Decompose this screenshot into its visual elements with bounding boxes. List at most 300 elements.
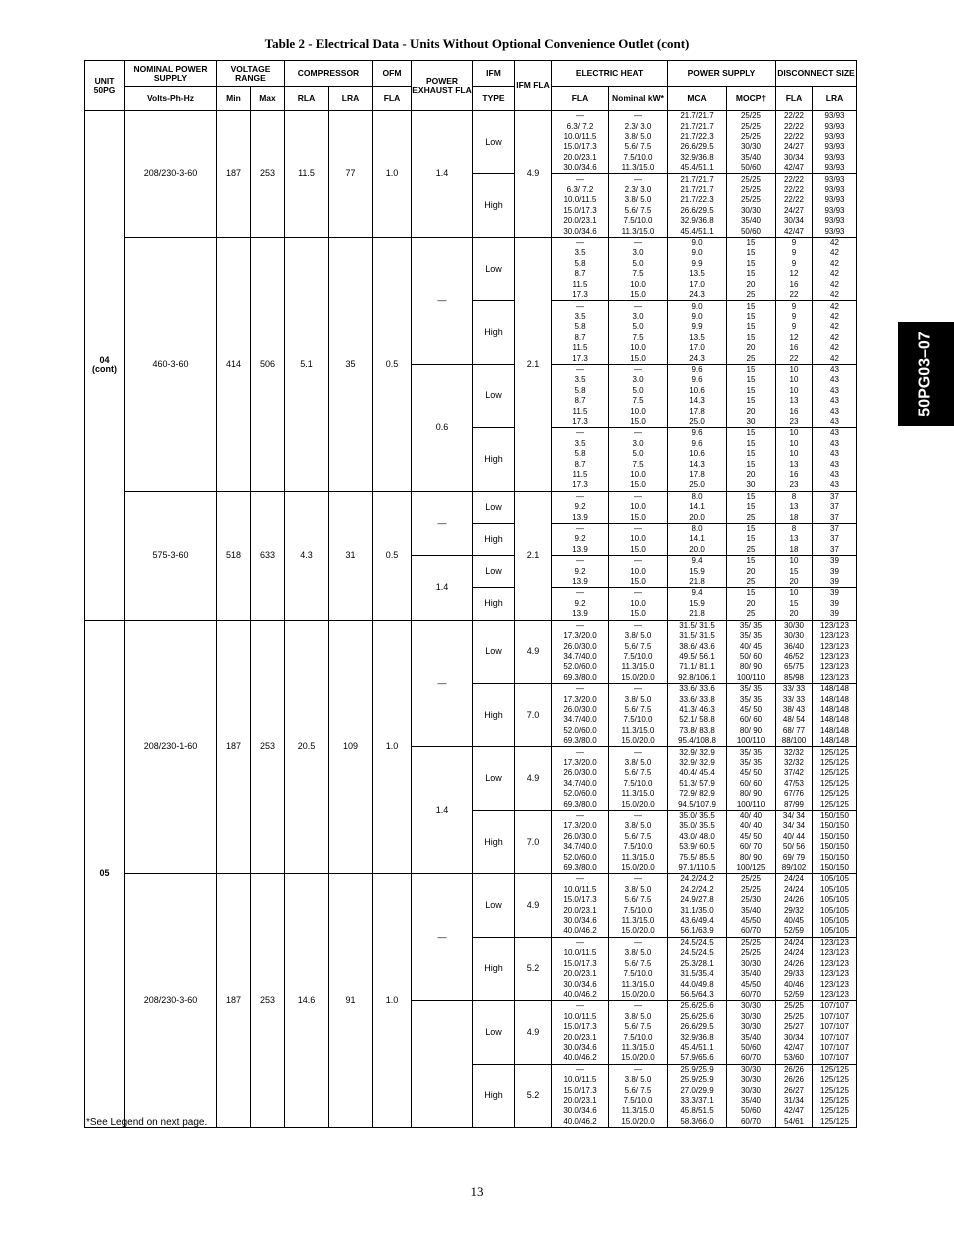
dc-fla-cell: 26/26	[776, 1064, 813, 1075]
ifm-fla-cell: 4.9	[515, 1001, 552, 1064]
eh-fla-cell: —	[552, 491, 609, 502]
eh-kw-cell: 15.0/20.0	[609, 990, 668, 1001]
ifm-fla-cell: 7.0	[515, 810, 552, 873]
header-ifm: IFM	[473, 61, 515, 87]
eh-kw-cell: 7.5/10.0	[609, 779, 668, 789]
dc-lra-cell: 43	[813, 449, 857, 459]
dc-lra-cell: 123/123	[813, 969, 857, 979]
dc-fla-cell: 16	[776, 470, 813, 480]
dc-lra-cell: 93/93	[813, 185, 857, 195]
dc-fla-cell: 34/ 34	[776, 821, 813, 831]
mocp-cell: 15	[727, 259, 776, 269]
eh-kw-cell: 3.8/ 5.0	[609, 821, 668, 831]
lra-cell: 77	[329, 111, 373, 238]
dc-lra-cell: 123/123	[813, 979, 857, 989]
mca-cell: 32.9/ 32.9	[668, 747, 727, 758]
dc-lra-cell: 43	[813, 459, 857, 469]
eh-kw-cell: 11.3/15.0	[609, 1106, 668, 1116]
mca-cell: 21.7/22.3	[668, 195, 727, 205]
dc-fla-cell: 9	[776, 248, 813, 258]
mca-cell: 24.3	[668, 353, 727, 364]
dc-fla-cell: 68/ 77	[776, 726, 813, 736]
dc-lra-cell: 148/148	[813, 694, 857, 704]
mocp-cell: 15	[727, 534, 776, 544]
mocp-cell: 15	[727, 237, 776, 248]
eh-kw-cell: 11.3/15.0	[609, 1043, 668, 1053]
table-row	[85, 620, 857, 631]
mca-cell: 17.0	[668, 343, 727, 353]
eh-kw-cell: 3.0	[609, 312, 668, 322]
dc-fla-cell: 38/ 43	[776, 705, 813, 715]
dc-fla-cell: 10	[776, 556, 813, 567]
mocp-cell: 80/ 90	[727, 662, 776, 672]
mocp-cell: 15	[727, 375, 776, 385]
mocp-cell: 100/110	[727, 799, 776, 810]
mocp-cell: 100/125	[727, 863, 776, 874]
mca-cell: 73.8/ 83.8	[668, 726, 727, 736]
mca-cell: 9.0	[668, 237, 727, 248]
dc-fla-cell: 16	[776, 280, 813, 290]
eh-fla-cell: 34.7/40.0	[552, 779, 609, 789]
power-exhaust-cell: —	[412, 620, 473, 747]
dc-fla-cell: 47/53	[776, 779, 813, 789]
eh-fla-cell: 69.3/80.0	[552, 799, 609, 810]
eh-fla-cell: 30.0/34.6	[552, 979, 609, 989]
dc-fla-cell: 88/100	[776, 736, 813, 747]
dc-fla-cell: 10	[776, 428, 813, 439]
mca-cell: 14.3	[668, 459, 727, 469]
volts-cell: 460-3-60	[125, 237, 217, 491]
ifm-type-cell: High	[473, 523, 515, 555]
eh-fla-cell: 15.0/17.3	[552, 895, 609, 905]
eh-kw-cell: 15.0	[609, 290, 668, 301]
eh-fla-cell: 8.7	[552, 333, 609, 343]
eh-kw-cell: 3.0	[609, 248, 668, 258]
dc-fla-cell: 13	[776, 502, 813, 512]
eh-fla-cell: 17.3/20.0	[552, 758, 609, 768]
mocp-cell: 20	[727, 599, 776, 609]
dc-fla-cell: 13	[776, 396, 813, 406]
mca-cell: 45.4/51.1	[668, 1043, 727, 1053]
header-mocp: MOCP†	[727, 87, 776, 111]
dc-lra-cell: 123/123	[813, 652, 857, 662]
eh-kw-cell: —	[609, 237, 668, 248]
eh-kw-cell: 15.0/20.0	[609, 926, 668, 937]
eh-fla-cell: 17.3	[552, 417, 609, 428]
dc-fla-cell: 9	[776, 259, 813, 269]
mca-cell: 13.5	[668, 269, 727, 279]
mca-cell: 24.5/24.5	[668, 937, 727, 948]
eh-kw-cell: —	[609, 111, 668, 122]
eh-kw-cell: 7.5	[609, 269, 668, 279]
mca-cell: 21.8	[668, 577, 727, 588]
eh-fla-cell: 10.0/11.5	[552, 1075, 609, 1085]
mocp-cell: 60/ 60	[727, 715, 776, 725]
mca-cell: 49.5/ 56.1	[668, 652, 727, 662]
mocp-cell: 35/ 35	[727, 694, 776, 704]
mca-cell: 92.8/106.1	[668, 673, 727, 684]
mocp-cell: 15	[727, 449, 776, 459]
power-exhaust-cell: 1.4	[412, 556, 473, 620]
dc-fla-cell: 26/26	[776, 1075, 813, 1085]
eh-fla-cell: —	[552, 364, 609, 375]
dc-lra-cell: 42	[813, 312, 857, 322]
eh-kw-cell: 11.3/15.0	[609, 163, 668, 174]
mca-cell: 33.6/ 33.6	[668, 683, 727, 694]
mca-cell: 45.4/51.1	[668, 226, 727, 237]
eh-kw-cell: 3.8/ 5.0	[609, 1012, 668, 1022]
dc-lra-cell: 105/105	[813, 874, 857, 885]
mocp-cell: 80/ 90	[727, 789, 776, 799]
mocp-cell: 40/ 40	[727, 821, 776, 831]
dc-lra-cell: 125/125	[813, 789, 857, 799]
dc-fla-cell: 22/22	[776, 195, 813, 205]
eh-kw-cell: —	[609, 747, 668, 758]
mca-cell: 20.0	[668, 545, 727, 556]
dc-fla-cell: 50/ 56	[776, 842, 813, 852]
dc-fla-cell: 18	[776, 545, 813, 556]
eh-kw-cell: 10.0	[609, 406, 668, 416]
mocp-cell: 40/ 40	[727, 810, 776, 821]
mocp-cell: 20	[727, 406, 776, 416]
dc-fla-cell: 24/24	[776, 874, 813, 885]
table-title: Table 2 - Electrical Data - Units Without Optional Convenience Outlet (cont)	[264, 36, 690, 51]
eh-fla-cell: 17.3	[552, 480, 609, 491]
dc-lra-cell: 150/150	[813, 810, 857, 821]
dc-fla-cell: 33/ 33	[776, 683, 813, 694]
dc-lra-cell: 107/107	[813, 1053, 857, 1064]
dc-lra-cell: 37	[813, 491, 857, 502]
dc-fla-cell: 30/34	[776, 153, 813, 163]
eh-kw-cell: 15.0/20.0	[609, 1053, 668, 1064]
mocp-cell: 20	[727, 566, 776, 576]
min-cell: 187	[217, 874, 251, 1128]
mca-cell: 25.3/28.1	[668, 959, 727, 969]
dc-fla-cell: 22	[776, 353, 813, 364]
mca-cell: 10.6	[668, 449, 727, 459]
dc-fla-cell: 52/59	[776, 926, 813, 937]
eh-fla-cell: 5.8	[552, 259, 609, 269]
eh-kw-cell: 3.8/ 5.0	[609, 1075, 668, 1085]
dc-lra-cell: 125/125	[813, 1064, 857, 1075]
mocp-cell: 15	[727, 428, 776, 439]
dc-fla-cell: 9	[776, 301, 813, 312]
power-exhaust-cell: —	[412, 491, 473, 555]
mocp-cell: 60/70	[727, 926, 776, 937]
mca-cell: 24.5/24.5	[668, 948, 727, 958]
eh-kw-cell: 7.5/10.0	[609, 652, 668, 662]
header-ofm: OFM	[373, 61, 412, 87]
dc-fla-cell: 30/30	[776, 620, 813, 631]
dc-fla-cell: 10	[776, 449, 813, 459]
mca-cell: 45.8/51.5	[668, 1106, 727, 1116]
ifm-type-cell: High	[473, 588, 515, 620]
eh-fla-cell: 20.0/23.1	[552, 969, 609, 979]
mca-cell: 43.0/ 48.0	[668, 832, 727, 842]
dc-lra-cell: 93/93	[813, 216, 857, 226]
ifm-fla-cell: 5.2	[515, 937, 552, 1000]
ifm-fla-cell: 2.1	[515, 491, 552, 620]
eh-fla-cell: 20.0/23.1	[552, 1096, 609, 1106]
mca-cell: 21.7/21.7	[668, 111, 727, 122]
eh-fla-cell: 8.7	[552, 459, 609, 469]
dc-fla-cell: 42/47	[776, 1106, 813, 1116]
min-cell: 187	[217, 111, 251, 238]
dc-lra-cell: 42	[813, 280, 857, 290]
max-cell: 506	[251, 237, 285, 491]
table-row	[85, 874, 857, 885]
mca-cell: 72.9/ 82.9	[668, 789, 727, 799]
eh-kw-cell: 7.5/10.0	[609, 1096, 668, 1106]
dc-fla-cell: 20	[776, 577, 813, 588]
ifm-type-cell: High	[473, 1064, 515, 1127]
mca-cell: 8.0	[668, 491, 727, 502]
dc-lra-cell: 123/123	[813, 948, 857, 958]
dc-lra-cell: 93/93	[813, 174, 857, 185]
lra-cell: 31	[329, 491, 373, 620]
table-row	[85, 491, 857, 502]
header-voltage-range: VOLTAGE RANGE	[217, 61, 285, 87]
header-eh-kw: Nominal kW*	[609, 87, 668, 111]
eh-kw-cell: —	[609, 620, 668, 631]
header-volts: Volts-Ph-Hz	[125, 87, 217, 111]
dc-lra-cell: 150/150	[813, 842, 857, 852]
dc-fla-cell: 22/22	[776, 185, 813, 195]
mocp-cell: 25/25	[727, 937, 776, 948]
mocp-cell: 30	[727, 480, 776, 491]
mocp-cell: 35/40	[727, 1096, 776, 1106]
eh-fla-cell: —	[552, 937, 609, 948]
dc-fla-cell: 9	[776, 237, 813, 248]
eh-fla-cell: 3.5	[552, 439, 609, 449]
eh-kw-cell: 11.3/15.0	[609, 226, 668, 237]
mocp-cell: 45/50	[727, 979, 776, 989]
dc-lra-cell: 42	[813, 269, 857, 279]
ifm-type-cell: Low	[473, 237, 515, 300]
eh-kw-cell: 10.0	[609, 534, 668, 544]
mca-cell: 71.1/ 81.1	[668, 662, 727, 672]
eh-kw-cell: —	[609, 588, 668, 599]
header-lra: LRA	[329, 87, 373, 111]
mca-cell: 17.8	[668, 406, 727, 416]
mca-cell: 9.9	[668, 259, 727, 269]
mocp-cell: 30/30	[727, 206, 776, 216]
dc-fla-cell: 23	[776, 417, 813, 428]
mca-cell: 9.0	[668, 301, 727, 312]
dc-fla-cell: 23	[776, 480, 813, 491]
mca-cell: 21.7/21.7	[668, 174, 727, 185]
max-cell: 253	[251, 874, 285, 1128]
mocp-cell: 30/30	[727, 1064, 776, 1075]
mocp-cell: 25	[727, 609, 776, 620]
dc-fla-cell: 40/ 44	[776, 832, 813, 842]
dc-lra-cell: 39	[813, 556, 857, 567]
mca-cell: 38.6/ 43.6	[668, 641, 727, 651]
dc-lra-cell: 42	[813, 248, 857, 258]
mca-cell: 33.6/ 33.8	[668, 694, 727, 704]
eh-fla-cell: 26.0/30.0	[552, 705, 609, 715]
eh-kw-cell: 15.0/20.0	[609, 863, 668, 874]
dc-fla-cell: 10	[776, 375, 813, 385]
dc-lra-cell: 43	[813, 386, 857, 396]
eh-fla-cell: 40.0/46.2	[552, 1117, 609, 1128]
power-exhaust-cell: 0.6	[412, 364, 473, 491]
eh-kw-cell: 15.0	[609, 609, 668, 620]
eh-fla-cell: 3.5	[552, 375, 609, 385]
dc-fla-cell: 69/ 79	[776, 852, 813, 862]
dc-lra-cell: 123/123	[813, 673, 857, 684]
mca-cell: 75.5/ 85.5	[668, 852, 727, 862]
dc-lra-cell: 42	[813, 290, 857, 301]
mca-cell: 24.3	[668, 290, 727, 301]
power-exhaust-cell: —	[412, 874, 473, 1001]
eh-kw-cell: 10.0	[609, 502, 668, 512]
mocp-cell: 15	[727, 491, 776, 502]
ofm-cell: 0.5	[373, 491, 412, 620]
header-unit: UNIT 50PG	[85, 61, 125, 111]
eh-kw-cell: 11.3/15.0	[609, 852, 668, 862]
mca-cell: 31.5/35.4	[668, 969, 727, 979]
header-dc-fla: FLA	[776, 87, 813, 111]
mocp-cell: 25	[727, 512, 776, 523]
mca-cell: 15.9	[668, 566, 727, 576]
mca-cell: 21.8	[668, 609, 727, 620]
eh-fla-cell: —	[552, 1001, 609, 1012]
eh-fla-cell: —	[552, 301, 609, 312]
mca-cell: 25.9/25.9	[668, 1064, 727, 1075]
mocp-cell: 15	[727, 364, 776, 375]
mocp-cell: 45/50	[727, 916, 776, 926]
dc-fla-cell: 9	[776, 312, 813, 322]
eh-fla-cell: 34.7/40.0	[552, 842, 609, 852]
mca-cell: 32.9/ 32.9	[668, 758, 727, 768]
mocp-cell: 20	[727, 280, 776, 290]
mca-cell: 9.4	[668, 556, 727, 567]
dc-fla-cell: 52/59	[776, 990, 813, 1001]
eh-kw-cell: —	[609, 523, 668, 534]
eh-kw-cell: —	[609, 1064, 668, 1075]
eh-fla-cell: 30.0/34.6	[552, 226, 609, 237]
dc-fla-cell: 30/30	[776, 631, 813, 641]
dc-fla-cell: 22	[776, 290, 813, 301]
ifm-type-cell: Low	[473, 620, 515, 683]
eh-fla-cell: 20.0/23.1	[552, 1032, 609, 1042]
mca-cell: 58.3/66.0	[668, 1117, 727, 1128]
eh-kw-cell: 5.6/ 7.5	[609, 832, 668, 842]
header-nominal: NOMINAL POWER SUPPLY	[125, 61, 217, 87]
electrical-data-table	[84, 60, 857, 1128]
dc-fla-cell: 40/46	[776, 979, 813, 989]
mocp-cell: 80/ 90	[727, 852, 776, 862]
dc-fla-cell: 10	[776, 364, 813, 375]
dc-fla-cell: 24/24	[776, 937, 813, 948]
eh-fla-cell: 30.0/34.6	[552, 1106, 609, 1116]
dc-lra-cell: 107/107	[813, 1012, 857, 1022]
eh-kw-cell: 15.0/20.0	[609, 799, 668, 810]
dc-fla-cell: 54/61	[776, 1117, 813, 1128]
mocp-cell: 30/30	[727, 1022, 776, 1032]
dc-lra-cell: 43	[813, 470, 857, 480]
dc-fla-cell: 20	[776, 609, 813, 620]
rla-cell: 11.5	[285, 111, 329, 238]
eh-fla-cell: 15.0/17.3	[552, 1085, 609, 1095]
ifm-type-cell: Low	[473, 747, 515, 810]
mca-cell: 51.3/ 57.9	[668, 779, 727, 789]
dc-lra-cell: 148/148	[813, 736, 857, 747]
ifm-type-cell: Low	[473, 364, 515, 427]
dc-fla-cell: 33/ 33	[776, 694, 813, 704]
eh-fla-cell: 10.0/11.5	[552, 885, 609, 895]
eh-kw-cell: 3.8/ 5.0	[609, 631, 668, 641]
mocp-cell: 25/25	[727, 132, 776, 142]
eh-fla-cell: —	[552, 556, 609, 567]
dc-lra-cell: 43	[813, 480, 857, 491]
eh-kw-cell: 3.8/ 5.0	[609, 195, 668, 205]
header-power-exhaust: POWER EXHAUST FLA	[412, 61, 473, 111]
lra-cell: 91	[329, 874, 373, 1128]
eh-fla-cell: —	[552, 111, 609, 122]
dc-lra-cell: 93/93	[813, 226, 857, 237]
eh-fla-cell: 34.7/40.0	[552, 715, 609, 725]
ifm-type-cell: Low	[473, 111, 515, 174]
eh-kw-cell: —	[609, 874, 668, 885]
mocp-cell: 15	[727, 269, 776, 279]
mca-cell: 8.0	[668, 523, 727, 534]
eh-kw-cell: —	[609, 491, 668, 502]
dc-lra-cell: 93/93	[813, 132, 857, 142]
eh-kw-cell: 10.0	[609, 566, 668, 576]
side-tab	[898, 322, 954, 426]
dc-lra-cell: 123/123	[813, 937, 857, 948]
eh-kw-cell: —	[609, 1001, 668, 1012]
ofm-cell: 1.0	[373, 111, 412, 238]
eh-fla-cell: 3.5	[552, 312, 609, 322]
eh-fla-cell: 10.0/11.5	[552, 948, 609, 958]
ifm-fla-cell: 4.9	[515, 111, 552, 238]
dc-lra-cell: 37	[813, 502, 857, 512]
volts-cell: 208/230-1-60	[125, 620, 217, 874]
dc-fla-cell: 22/22	[776, 174, 813, 185]
mocp-cell: 15	[727, 396, 776, 406]
eh-kw-cell: 3.8/ 5.0	[609, 758, 668, 768]
header-max: Max	[251, 87, 285, 111]
eh-fla-cell: 6.3/ 7.2	[552, 121, 609, 131]
mca-cell: 32.9/36.8	[668, 1032, 727, 1042]
dc-fla-cell: 24/24	[776, 948, 813, 958]
mocp-cell: 35/ 35	[727, 747, 776, 758]
dc-fla-cell: 18	[776, 512, 813, 523]
dc-lra-cell: 43	[813, 375, 857, 385]
ifm-type-cell: High	[473, 301, 515, 364]
dc-fla-cell: 36/40	[776, 641, 813, 651]
eh-kw-cell: 15.0/20.0	[609, 736, 668, 747]
dc-lra-cell: 93/93	[813, 206, 857, 216]
header-disconnect: DISCONNECT SIZE	[776, 61, 857, 87]
dc-fla-cell: 42/47	[776, 1043, 813, 1053]
eh-fla-cell: 20.0/23.1	[552, 905, 609, 915]
eh-kw-cell: 10.0	[609, 280, 668, 290]
mca-cell: 20.0	[668, 512, 727, 523]
mocp-cell: 20	[727, 470, 776, 480]
mocp-cell: 25/25	[727, 874, 776, 885]
mca-cell: 94.5/107.9	[668, 799, 727, 810]
mca-cell: 21.7/21.7	[668, 121, 727, 131]
header-min: Min	[217, 87, 251, 111]
volts-cell: 208/230-3-60	[125, 111, 217, 238]
mca-cell: 14.1	[668, 534, 727, 544]
eh-fla-cell: 17.3	[552, 353, 609, 364]
eh-fla-cell: 15.0/17.3	[552, 1022, 609, 1032]
